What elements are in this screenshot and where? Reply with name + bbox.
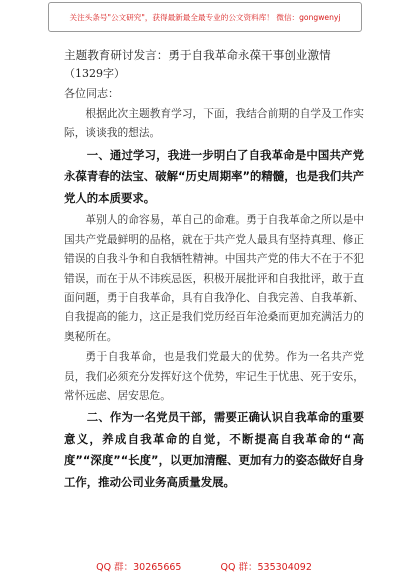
top-banner	[48, 2, 362, 32]
paragraph-intro: 根据此次主题教育学习，下面，我结合前期的自学及工作实际，谈谈我的想法。	[64, 107, 364, 140]
document-body	[64, 46, 364, 494]
heading-section-one: 一、通过学习，我进一步明白了自我革命是中国共产党永葆青春的法宝、破解“历史周期率”的精髓，也是我们共产党人的本质要求。	[64, 147, 364, 205]
paragraph-advantage: 勇于自我革命，也是我们党最大的优势。作为一名共产党员，我们必须充分发挥好这个优势，牢记生于忧患、死于安乐，常怀远虑、居安思危。	[64, 350, 364, 402]
paragraph-self-revolution: 革别人的命容易，革自己的命难。勇于自我革命之所以是中国共产党最鲜明的品格，就在于共产党人最具有坚持真理、修正错误的自我斗争和自我牺牲精神。中国共产党的伟大不在于不犯错误，而在于从不讳疾忌医，积极开展批评和自我批评，敢于直面问题，勇于自我革命，具有自我净化、自我完善、自我革新、自我提高的能力，这正是我们党历经百年沧桑而更加充满活力的奥秘所在。	[64, 213, 364, 343]
banner-text: 关注头条号"公文研究"，获得最新最全最专业的公文资料库！ 微信：gongwenyj	[69, 12, 341, 22]
word-count: （1329字）	[64, 67, 125, 80]
footer-qq-group-1: QQ 群：30265665	[96, 562, 182, 573]
heading-section-two: 二、作为一名党员干部，需要正确认识自我革命的重要意义，养成自我革命的自觉，不断提高自我革命的“高度”“深度”“长度”，以更加清醒、更加有力的姿态做好自身工作，推动公司业务高质量发展。	[64, 410, 364, 489]
footer	[0, 559, 408, 573]
greeting: 各位同志：	[64, 87, 119, 100]
document-title: 主题教育研讨发言：勇于自我革命永葆干事创业激情	[64, 48, 331, 62]
footer-qq-group-2: QQ 群：535304092	[220, 562, 312, 573]
